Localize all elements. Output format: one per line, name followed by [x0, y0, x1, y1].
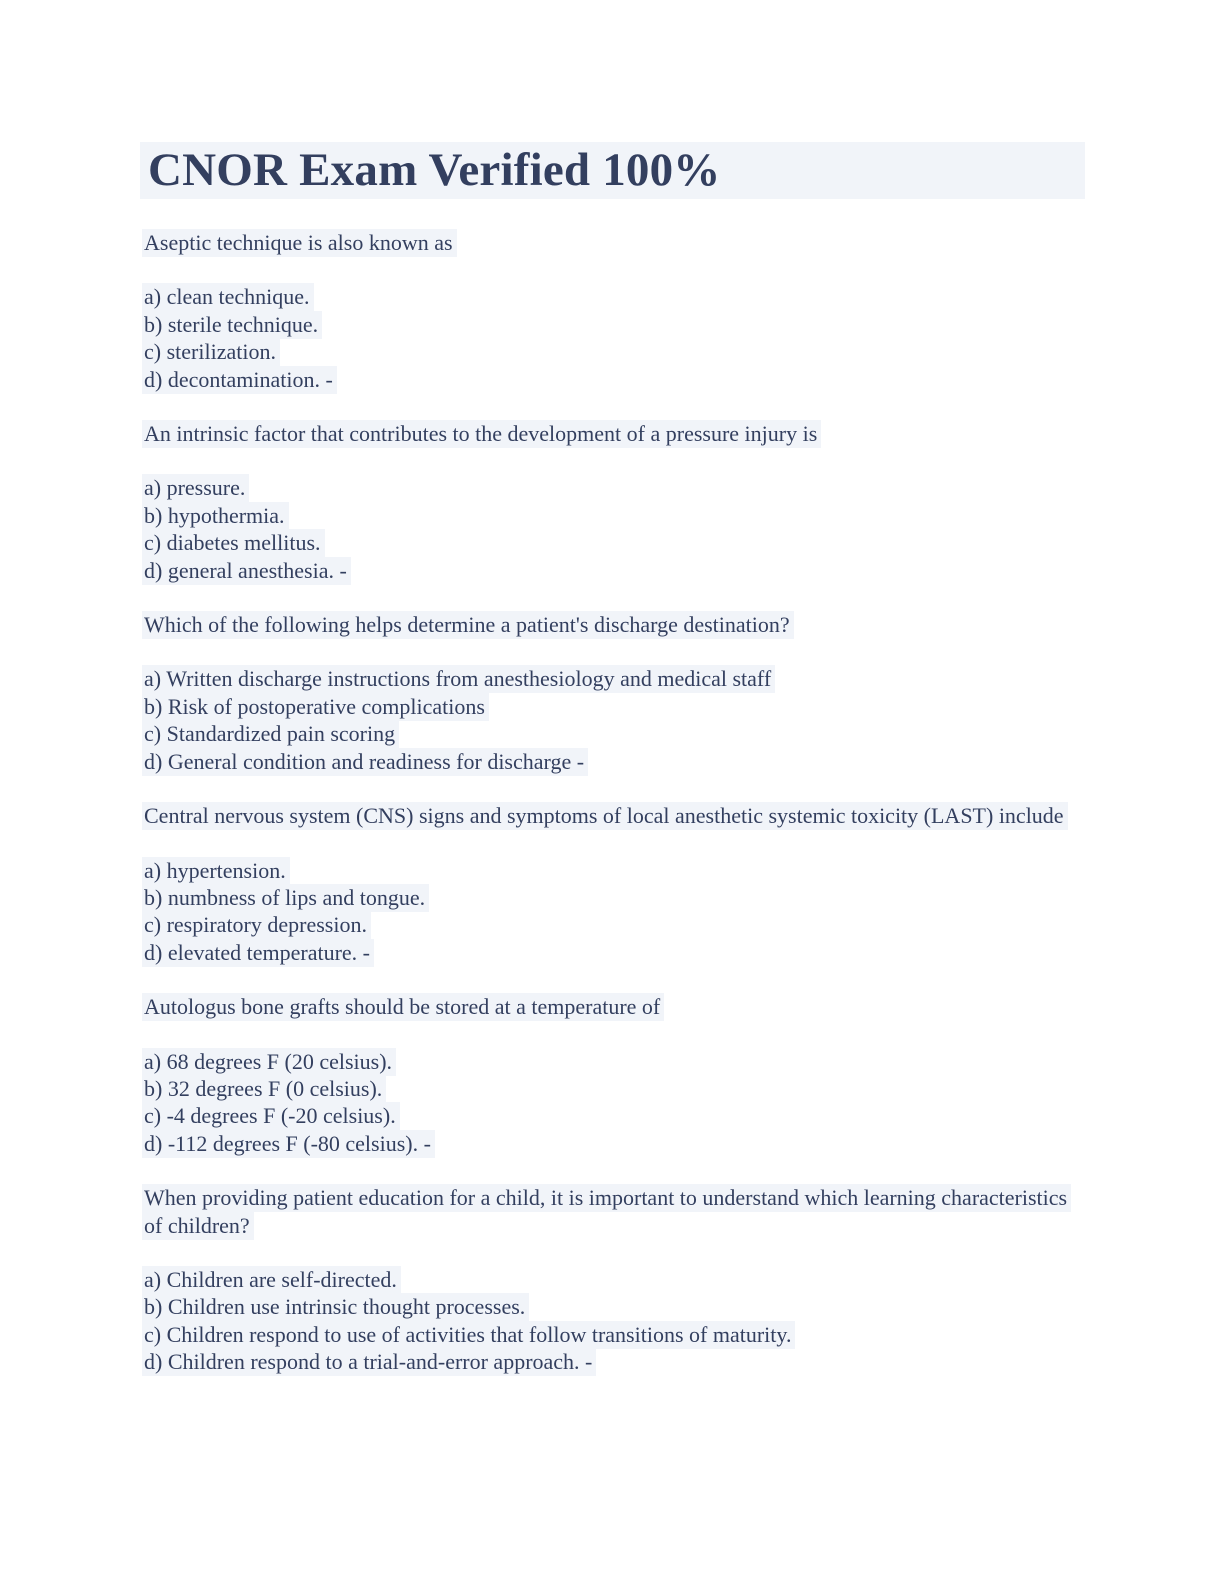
options-list — [144, 857, 1085, 967]
options-list — [144, 665, 1085, 775]
question-block — [144, 420, 1085, 584]
option-line: b) hypothermia. — [144, 502, 1085, 529]
question-block — [144, 802, 1085, 966]
option-line: c) Children respond to use of activities that follow transitions of maturity. — [144, 1321, 1085, 1348]
option-line: b) Risk of postoperative complications — [144, 693, 1085, 720]
question-block — [144, 993, 1085, 1157]
options-list — [144, 1048, 1085, 1158]
option-line: a) 68 degrees F (20 celsius). — [144, 1048, 1085, 1075]
question-text: An intrinsic factor that contributes to the development of a pressure injury is — [144, 420, 1085, 447]
option-line: c) sterilization. — [144, 338, 1085, 365]
question-text: Aseptic technique is also known as — [144, 229, 1085, 256]
option-line: d) elevated temperature. - — [144, 939, 1085, 966]
option-line: c) -4 degrees F (-20 celsius). — [144, 1102, 1085, 1129]
option-line: d) Children respond to a trial-and-error approach. - — [144, 1348, 1085, 1375]
question-text: When providing patient education for a child, it is important to understand which learning characteristics of children? — [144, 1184, 1085, 1239]
option-line: b) numbness of lips and tongue. — [144, 884, 1085, 911]
question-block — [144, 611, 1085, 775]
page-title: CNOR Exam Verified 100% — [140, 142, 1085, 199]
option-line: d) -112 degrees F (-80 celsius). - — [144, 1130, 1085, 1157]
question-block — [144, 1184, 1085, 1375]
option-line: c) Standardized pain scoring — [144, 720, 1085, 747]
options-list — [144, 474, 1085, 584]
question-text: Which of the following helps determine a patient's discharge destination? — [144, 611, 1085, 638]
option-line: a) Written discharge instructions from anesthesiology and medical staff — [144, 665, 1085, 692]
option-line: a) hypertension. — [144, 857, 1085, 884]
options-list — [144, 283, 1085, 393]
option-line: a) pressure. — [144, 474, 1085, 501]
option-line: b) sterile technique. — [144, 311, 1085, 338]
option-line: a) clean technique. — [144, 283, 1085, 310]
option-line: a) Children are self-directed. — [144, 1266, 1085, 1293]
option-line: c) respiratory depression. — [144, 911, 1085, 938]
questions-list — [144, 229, 1085, 1376]
question-block — [144, 229, 1085, 393]
question-text: Autologus bone grafts should be stored at a temperature of — [144, 993, 1085, 1020]
option-line: b) Children use intrinsic thought processes. — [144, 1293, 1085, 1320]
option-line: b) 32 degrees F (0 celsius). — [144, 1075, 1085, 1102]
option-line: d) General condition and readiness for discharge - — [144, 748, 1085, 775]
question-text: Central nervous system (CNS) signs and symptoms of local anesthetic systemic toxicity (LAST) include — [144, 802, 1085, 829]
option-line: d) decontamination. - — [144, 366, 1085, 393]
option-line: d) general anesthesia. - — [144, 557, 1085, 584]
options-list — [144, 1266, 1085, 1376]
option-line: c) diabetes mellitus. — [144, 529, 1085, 556]
